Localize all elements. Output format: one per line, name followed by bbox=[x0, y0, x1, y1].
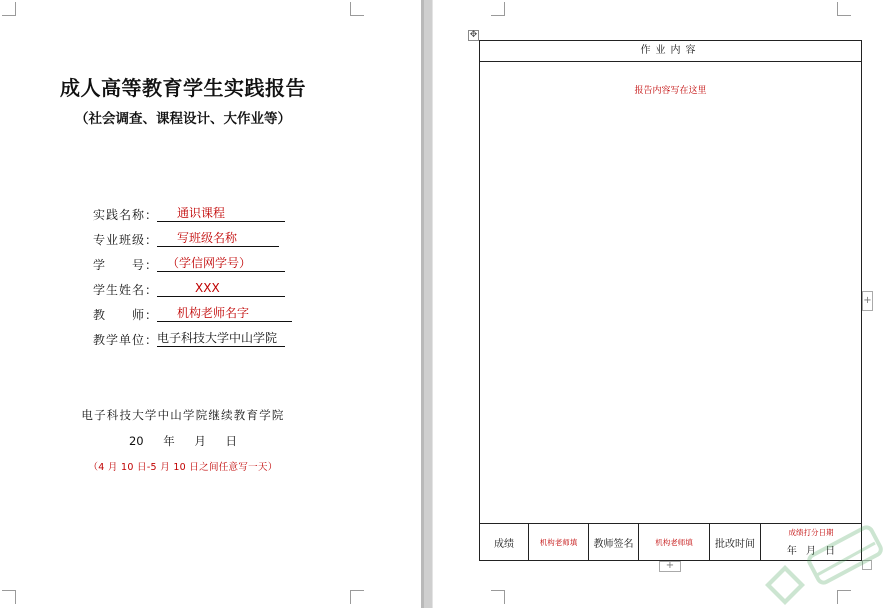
field-label: 专业班级： bbox=[93, 233, 157, 247]
margin-mark-top-right bbox=[350, 2, 364, 16]
date-note: （4 月 10 日-5 月 10 日之间任意写一天） bbox=[88, 462, 278, 473]
margin-mark-bottom-left bbox=[2, 590, 16, 604]
date-day-label: 日 bbox=[225, 434, 238, 448]
field-value[interactable]: 机构老师名字 bbox=[157, 306, 292, 322]
field-value[interactable]: 写班级名称 bbox=[157, 231, 279, 247]
field-label: 学 号： bbox=[93, 258, 157, 272]
field-teacher[interactable] bbox=[93, 306, 250, 324]
margin-mark-bottom-left bbox=[491, 590, 505, 604]
field-class[interactable] bbox=[93, 231, 238, 249]
content-area[interactable]: 报告内容写在这里 bbox=[634, 86, 707, 96]
field-value[interactable]: XXX bbox=[157, 281, 285, 297]
field-value[interactable]: 通识课程 bbox=[157, 206, 285, 222]
table-header: 作业内容 bbox=[480, 41, 861, 62]
date-year-label: 年 bbox=[163, 434, 175, 448]
date-year: 20 bbox=[128, 434, 144, 448]
table-move-icon[interactable]: ✥ bbox=[469, 30, 478, 40]
review-time-hint: 成绩打分日期 bbox=[788, 528, 834, 537]
field-value[interactable]: 电子科技大学中山学院 bbox=[157, 331, 285, 347]
field-label: 学生姓名： bbox=[93, 283, 157, 297]
review-time-date: 年 月 日 bbox=[786, 546, 836, 557]
report-title: 成人高等教育学生实践报告 bbox=[60, 76, 306, 100]
add-column-icon[interactable]: + bbox=[862, 291, 873, 311]
add-row-icon[interactable]: + bbox=[659, 561, 681, 572]
page-gap bbox=[421, 0, 433, 608]
field-label: 教 师： bbox=[93, 308, 157, 322]
date-month-label: 月 bbox=[194, 434, 206, 448]
review-time-label: 批改时间 bbox=[710, 524, 761, 560]
field-student-name[interactable] bbox=[93, 281, 220, 299]
assignment-table bbox=[479, 40, 862, 561]
field-label: 教学单位： bbox=[93, 333, 157, 347]
margin-mark-top-right bbox=[837, 2, 851, 16]
field-value[interactable]: （学信网学号） bbox=[157, 256, 285, 272]
field-label: 实践名称： bbox=[93, 208, 157, 222]
margin-mark-top-left bbox=[2, 2, 16, 16]
field-student-id[interactable] bbox=[93, 256, 252, 274]
margin-mark-bottom-right bbox=[350, 590, 364, 604]
teacher-sign-label: 教师签名 bbox=[589, 524, 639, 560]
score-value[interactable]: 机构老师填 bbox=[529, 524, 589, 560]
teacher-sign-value[interactable]: 机构老师填 bbox=[639, 524, 710, 560]
margin-mark-top-left bbox=[491, 2, 505, 16]
logo-icon bbox=[755, 505, 892, 608]
institution-name: 电子科技大学中山学院继续教育学院 bbox=[81, 408, 285, 422]
field-unit[interactable] bbox=[93, 331, 278, 349]
score-label: 成绩 bbox=[480, 524, 529, 560]
report-subtitle: （社会调查、课程设计、大作业等） bbox=[75, 111, 291, 127]
field-practice-name[interactable] bbox=[93, 206, 226, 224]
cover-date bbox=[0, 433, 366, 449]
cover-page bbox=[0, 0, 421, 608]
